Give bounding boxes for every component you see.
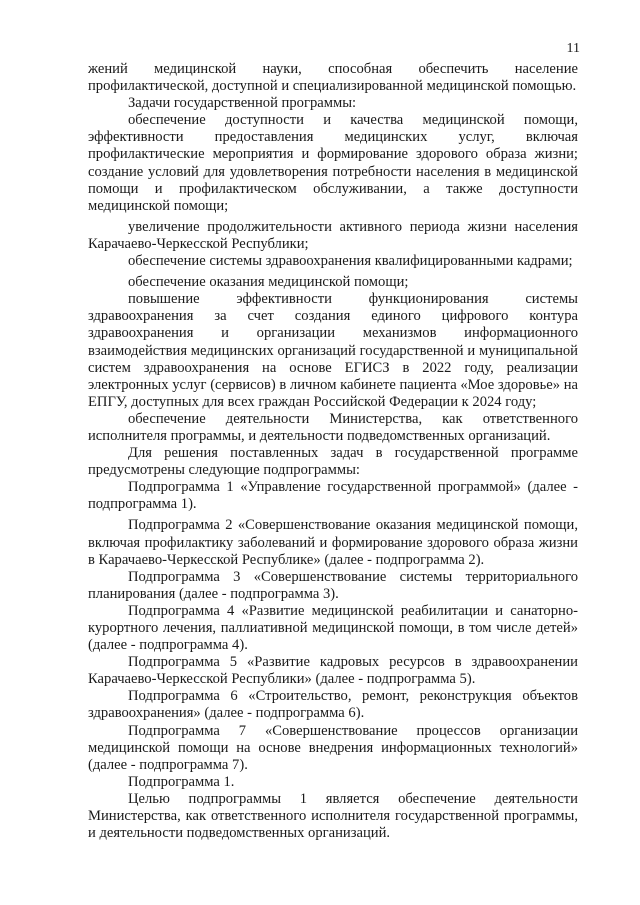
- paragraph-subprograms-intro: Для решения поставленных задач в государственной программе предусмотрены следующие подпрограммы:: [88, 445, 578, 479]
- paragraph-task-life-expectancy: увеличение продолжительности активного периода жизни населения Карачаево-Черкесской Республики;: [88, 218, 578, 252]
- paragraph-task-digital: повышение эффективности функционирования системы здравоохранения за счет создания единого цифрового контура здравоохранения и организации механизмов информационного взаимодействия медицинских организаций государственной и муниципальной систем здравоохранения на основе ЕГИСЗ в 2022 году, реализации электронных услуг (сервисов) в личном кабинете пациента «Мое здоровье» на ЕПГУ, доступных для всех граждан Российской Федерации к 2024 году;: [88, 291, 578, 410]
- paragraph-intro-continuation: жений медицинской науки, способная обеспечить население профилактической, доступной и специализированной медицинской помощью.: [88, 61, 578, 95]
- paragraph-subprogram-7: Подпрограмма 7 «Совершенствование процессов организации медицинской помощи на основе внедрения информационных технологий» (далее - подпрограмма 7).: [88, 722, 578, 773]
- paragraph-task-ministry: обеспечение деятельности Министерства, как ответственного исполнителя программы, и деятельности подведомственных организаций.: [88, 410, 578, 444]
- paragraph-subprogram-3: Подпрограмма 3 «Совершенствование системы территориального планирования (далее - подпрограмма 3).: [88, 568, 578, 602]
- paragraph-subprogram-2: Подпрограмма 2 «Совершенствование оказания медицинской помощи, включая профилактику заболеваний и формирование здорового образа жизни в Карачаево-Черкесской Республике» (далее - подпрограмма 2).: [88, 517, 578, 568]
- paragraph-subprogram-6: Подпрограмма 6 «Строительство, ремонт, реконструкция объектов здравоохранения» (далее - подпрограмма 6).: [88, 688, 578, 722]
- paragraph-subprogram-5: Подпрограмма 5 «Развитие кадровых ресурсов в здравоохранении Карачаево-Черкесской Республики» (далее - подпрограмма 5).: [88, 654, 578, 688]
- document-body: [88, 61, 578, 842]
- page-number: 11: [566, 41, 580, 56]
- paragraph-task-access: обеспечение доступности и качества медицинской помощи, эффективности предоставления медицинских услуг, включая профилактические мероприятия и формирование здорового образа жизни; создание условий для удовлетворения потребности населения в медицинской помощи и профилактическом обслуживании, а также доступности медицинской помощи;: [88, 112, 578, 214]
- paragraph-tasks-heading: Задачи государственной программы:: [128, 95, 357, 112]
- paragraph-subprogram-1-goal: Целью подпрограммы 1 является обеспечение деятельности Министерства, как ответственного исполнителя государственной программы, и деятельности подведомственных организаций.: [88, 790, 578, 842]
- paragraph-subprogram-4: Подпрограмма 4 «Развитие медицинской реабилитации и санаторно-курортного лечения, паллиативной медицинской помощи, в том числе детей» (далее - подпрограмма 4).: [88, 602, 578, 654]
- paragraph-task-care: обеспечение оказания медицинской помощи;: [128, 274, 409, 291]
- paragraph-subprogram-1: Подпрограмма 1 «Управление государственной программой» (далее - подпрограмма 1).: [88, 479, 578, 513]
- paragraph-subprogram-1-heading: Подпрограмма 1.: [128, 773, 235, 790]
- paragraph-task-staffing: обеспечение системы здравоохранения квалифицированными кадрами;: [128, 253, 573, 270]
